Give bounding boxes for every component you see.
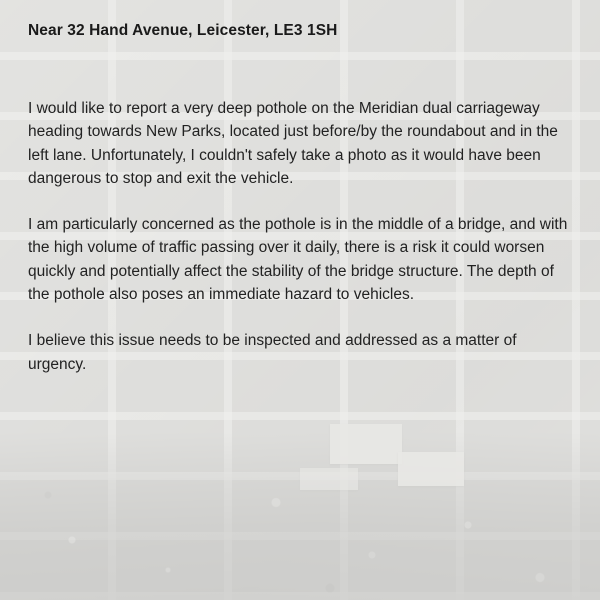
location-heading: Near 32 Hand Avenue, Leicester, LE3 1SH	[28, 22, 338, 39]
report-paragraph-2: I am particularly concerned as the pothole is in the middle of a bridge, and with the high volume of traffic passing over it daily, there is a risk it could worsen quickly and potentially affect the stability of the bridge structure. The depth of the pothole also poses an immediate hazard to vehicles.	[28, 215, 568, 304]
report-body	[28, 97, 572, 376]
report-paragraph-1: I would like to report a very deep pothole on the Meridian dual carriageway heading towards New Parks, located just before/by the roundabout and in the left lane. Unfortunately, I couldn't safely take a photo as it would have been dangerous to stop and exit the vehicle.	[28, 99, 558, 188]
report-paragraph-3: I believe this issue needs to be inspected and addressed as a matter of urgency.	[28, 331, 517, 373]
